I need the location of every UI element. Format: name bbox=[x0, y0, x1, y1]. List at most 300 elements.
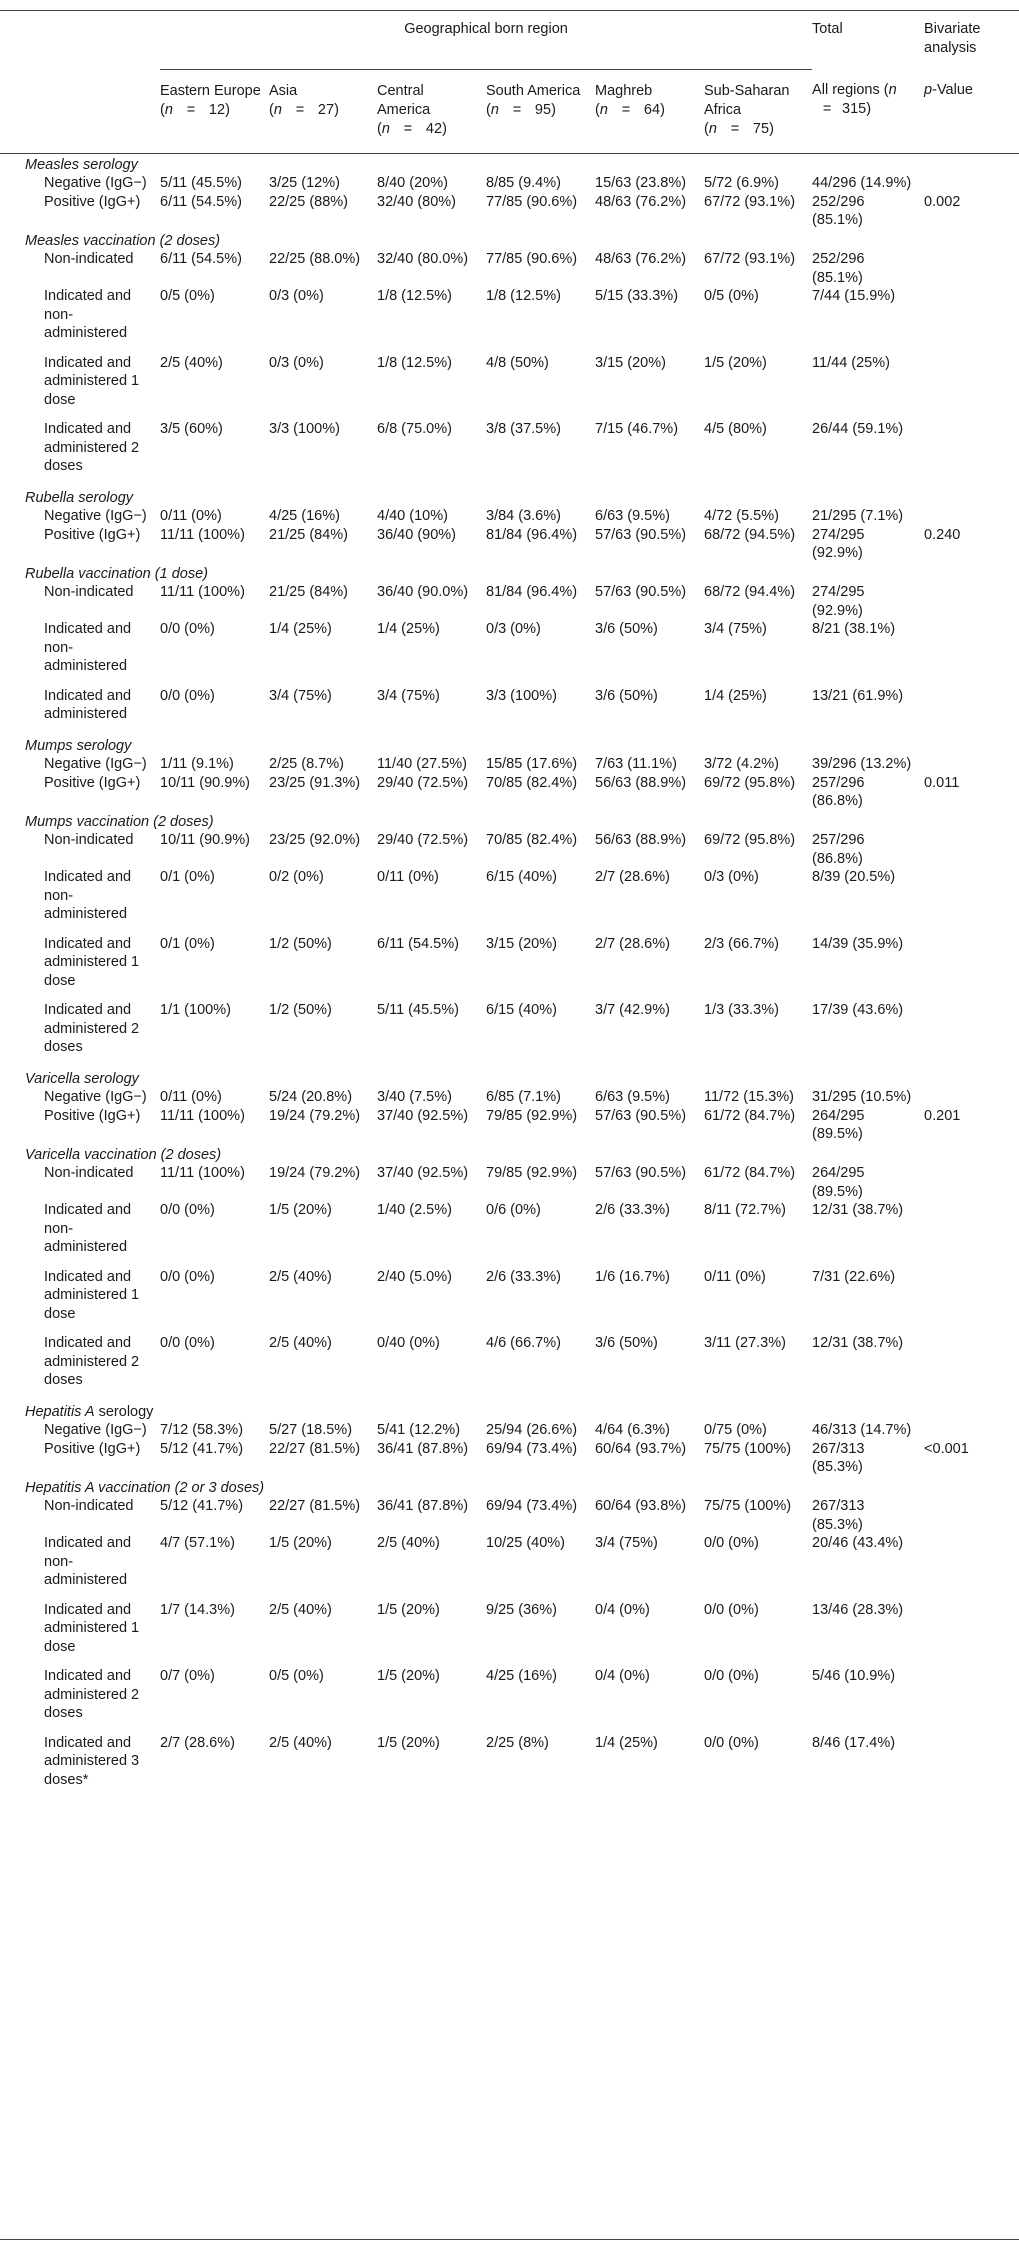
equals-sign: = bbox=[512, 101, 522, 118]
n-value: 42 bbox=[425, 120, 443, 137]
row-label: Negative (IgG−) bbox=[44, 1422, 147, 1438]
table-cell: 79/85 (92.9%) bbox=[486, 1165, 578, 1181]
table-cell: 0/0 (0%) bbox=[704, 1535, 759, 1551]
table-row bbox=[0, 774, 1019, 811]
total-cell: 252/296 (85.1%) bbox=[812, 193, 865, 228]
table-cell: 67/72 (93.1%) bbox=[704, 251, 796, 267]
table-cell: 0/75 (0%) bbox=[704, 1422, 767, 1438]
total-cell: 11/44 (25%) bbox=[812, 354, 890, 371]
table-cell: 3/3 (100%) bbox=[269, 421, 340, 437]
table-cell: 0/40 (0%) bbox=[377, 1335, 440, 1351]
equals-sign: = bbox=[621, 101, 631, 118]
section-title bbox=[0, 487, 1019, 508]
table-cell: 0/5 (0%) bbox=[704, 288, 759, 304]
table-cell: 37/40 (92.5%) bbox=[377, 1107, 469, 1124]
table-cell: 68/72 (94.4%) bbox=[704, 584, 796, 600]
table-cell: 0/11 (0%) bbox=[160, 1089, 222, 1105]
section-title-italic: Rubella vaccination (1 dose) bbox=[25, 565, 208, 582]
table-cell: 3/3 (100%) bbox=[486, 687, 557, 704]
table-cell: 75/75 (100%) bbox=[704, 1498, 792, 1514]
total-cell: 31/295 (10.5%) bbox=[812, 1089, 912, 1105]
table-cell: 23/25 (92.0%) bbox=[269, 832, 361, 848]
table-cell: 11/11 (100%) bbox=[160, 1107, 245, 1124]
table-cell: 15/63 (23.8%) bbox=[595, 175, 687, 191]
n-label: n bbox=[888, 82, 897, 98]
table-row bbox=[0, 620, 1019, 687]
table-row bbox=[0, 1268, 1019, 1335]
section-header-row bbox=[0, 230, 1019, 251]
total-cell: 274/295 (92.9%) bbox=[812, 584, 865, 619]
table-cell: 5/72 (6.9%) bbox=[704, 175, 779, 191]
table-bottom-rule bbox=[0, 2239, 1019, 2240]
section-title bbox=[0, 1068, 1019, 1089]
section-title bbox=[0, 563, 1019, 584]
table-cell: 4/40 (10%) bbox=[377, 508, 448, 524]
region-column-header bbox=[269, 69, 377, 153]
row-label: Negative (IgG−) bbox=[44, 756, 147, 772]
bivariate-header: Bivariate analysis bbox=[924, 21, 981, 56]
table-cell: 69/94 (73.4%) bbox=[486, 1440, 578, 1457]
table-cell: 1/4 (25%) bbox=[269, 621, 332, 637]
section-header-row bbox=[0, 563, 1019, 584]
table-cell: 3/6 (50%) bbox=[595, 687, 658, 704]
region-name: Maghreb bbox=[595, 82, 653, 99]
total-column-header bbox=[812, 69, 924, 153]
table-cell: 4/25 (16%) bbox=[486, 1668, 557, 1684]
pvalue-cell: 0.201 bbox=[924, 1107, 961, 1124]
section-header-row bbox=[0, 1401, 1019, 1422]
table-row bbox=[0, 1001, 1019, 1068]
table-cell: 1/5 (20%) bbox=[377, 1668, 440, 1684]
table-row bbox=[0, 935, 1019, 1002]
table-cell: 0/2 (0%) bbox=[269, 869, 324, 885]
table-cell: 1/40 (2.5%) bbox=[377, 1202, 452, 1218]
table-cell: 6/11 (54.5%) bbox=[160, 193, 242, 210]
table-cell: 8/40 (20%) bbox=[377, 175, 448, 191]
pvalue-column-header bbox=[924, 69, 1019, 153]
row-label: Non-indicated bbox=[44, 1165, 134, 1181]
table-row bbox=[0, 1667, 1019, 1734]
section-title-italic: Rubella serology bbox=[25, 489, 134, 506]
table-cell: 2/5 (40%) bbox=[269, 1335, 332, 1351]
table-cell: 57/63 (90.5%) bbox=[595, 526, 687, 543]
equals-sign: = bbox=[730, 120, 740, 137]
section-header-row bbox=[0, 1068, 1019, 1089]
table-cell: 0/3 (0%) bbox=[269, 354, 324, 371]
region-n: (n = 42) bbox=[377, 120, 447, 137]
table-cell: 48/63 (76.2%) bbox=[595, 193, 687, 210]
table-cell: 81/84 (96.4%) bbox=[486, 584, 578, 600]
total-cell: 12/31 (38.7%) bbox=[812, 1202, 904, 1218]
table-cell: 5/12 (41.7%) bbox=[160, 1440, 244, 1457]
total-cell: 8/46 (17.4%) bbox=[812, 1734, 896, 1751]
table-row bbox=[0, 1601, 1019, 1668]
table-row bbox=[0, 1334, 1019, 1401]
equals-sign: = bbox=[295, 101, 305, 118]
region-column-header bbox=[160, 69, 269, 153]
row-label: Indicated and administered 3 doses* bbox=[44, 1734, 140, 1788]
equals-sign: = bbox=[403, 120, 413, 137]
table-cell: 2/5 (40%) bbox=[269, 1601, 332, 1618]
table-cell: 11/11 (100%) bbox=[160, 526, 245, 543]
pvalue-cell: <0.001 bbox=[924, 1440, 969, 1457]
table-cell: 70/85 (82.4%) bbox=[486, 832, 578, 848]
table-row bbox=[0, 287, 1019, 354]
table-cell: 1/4 (25%) bbox=[595, 1734, 658, 1751]
n-label: n bbox=[599, 101, 608, 118]
table-row bbox=[0, 1734, 1019, 1801]
table-row bbox=[0, 507, 1019, 526]
n-label: n bbox=[273, 101, 282, 118]
table-cell: 6/15 (40%) bbox=[486, 869, 557, 885]
header-corner bbox=[0, 10, 160, 69]
table-cell: 36/40 (90.0%) bbox=[377, 584, 469, 600]
total-cell: 264/295 (89.5%) bbox=[812, 1107, 865, 1142]
table-cell: 36/41 (87.8%) bbox=[377, 1498, 469, 1514]
table-row bbox=[0, 174, 1019, 193]
row-label: Negative (IgG−) bbox=[44, 1089, 147, 1105]
section-header-row bbox=[0, 1477, 1019, 1498]
table-cell: 36/41 (87.8%) bbox=[377, 1440, 469, 1457]
table-cell: 0/11 (0%) bbox=[160, 508, 222, 524]
table-cell: 57/63 (90.5%) bbox=[595, 1107, 687, 1124]
table-cell: 6/15 (40%) bbox=[486, 1002, 557, 1018]
section-title bbox=[0, 735, 1019, 756]
section-title-italic: Mumps vaccination (2 doses) bbox=[25, 813, 214, 830]
region-column-header bbox=[377, 69, 486, 153]
total-cell: 8/39 (20.5%) bbox=[812, 869, 896, 885]
total-cell: 12/31 (38.7%) bbox=[812, 1335, 904, 1351]
p-rest: -Value bbox=[932, 82, 973, 98]
region-name: Sub-Saharan Africa bbox=[704, 82, 790, 118]
table-cell: 25/94 (26.6%) bbox=[486, 1422, 578, 1438]
row-label: Indicated and non-administered bbox=[44, 621, 132, 674]
section-header-row bbox=[0, 735, 1019, 756]
table-cell: 2/7 (28.6%) bbox=[160, 1734, 235, 1751]
table-cell: 0/0 (0%) bbox=[160, 687, 215, 704]
table-cell: 1/2 (50%) bbox=[269, 1002, 332, 1018]
table-cell: 3/72 (4.2%) bbox=[704, 756, 779, 772]
total-cell: 267/313 (85.3%) bbox=[812, 1440, 865, 1475]
table-row bbox=[0, 1201, 1019, 1268]
table-cell: 2/5 (40%) bbox=[269, 1268, 332, 1285]
row-label: Non-indicated bbox=[44, 584, 134, 600]
geographical-region-header: Geographical born region bbox=[160, 10, 812, 69]
table-row bbox=[0, 1421, 1019, 1440]
table-cell: 11/11 (100%) bbox=[160, 584, 245, 600]
total-cell: 264/295 (89.5%) bbox=[812, 1165, 865, 1200]
table-cell: 77/85 (90.6%) bbox=[486, 193, 578, 210]
table-cell: 68/72 (94.5%) bbox=[704, 526, 796, 543]
header-label-spacer bbox=[0, 69, 160, 153]
table-cell: 1/5 (20%) bbox=[377, 1734, 440, 1751]
table-cell: 5/41 (12.2%) bbox=[377, 1422, 461, 1438]
pvalue-cell bbox=[924, 831, 1019, 1068]
total-cell: 7/31 (22.6%) bbox=[812, 1268, 896, 1285]
section-title-italic: Varicella serology bbox=[25, 1070, 139, 1087]
row-label: Non-indicated bbox=[44, 832, 134, 848]
table-cell: 1/2 (50%) bbox=[269, 935, 332, 952]
table-cell: 1/3 (33.3%) bbox=[704, 1002, 779, 1018]
table-cell: 0/1 (0%) bbox=[160, 869, 215, 885]
table-cell: 22/25 (88.0%) bbox=[269, 251, 361, 267]
table-cell: 0/5 (0%) bbox=[160, 288, 215, 304]
total-cell: 14/39 (35.9%) bbox=[812, 935, 904, 952]
table-row bbox=[0, 1497, 1019, 1534]
table-cell: 3/7 (42.9%) bbox=[595, 1002, 670, 1018]
table-row bbox=[0, 755, 1019, 774]
table-cell: 4/64 (6.3%) bbox=[595, 1422, 670, 1438]
table-cell: 10/11 (90.9%) bbox=[160, 774, 251, 791]
row-label: Indicated and non-administered bbox=[44, 869, 132, 922]
region-n: (n = 75) bbox=[704, 120, 774, 137]
region-n: (n = 12) bbox=[160, 101, 230, 118]
table-cell: 2/6 (33.3%) bbox=[595, 1202, 670, 1218]
table-cell: 2/6 (33.3%) bbox=[486, 1268, 561, 1285]
table-cell: 3/4 (75%) bbox=[595, 1535, 658, 1551]
table-cell: 57/63 (90.5%) bbox=[595, 584, 687, 600]
section-title bbox=[0, 1477, 1019, 1498]
n-label: n bbox=[164, 101, 173, 118]
table-cell: 7/63 (11.1%) bbox=[595, 756, 677, 772]
table-cell: 5/11 (45.5%) bbox=[160, 175, 242, 191]
table-cell: 77/85 (90.6%) bbox=[486, 251, 578, 267]
total-cell: 26/44 (59.1%) bbox=[812, 421, 904, 437]
table-cell: 1/1 (100%) bbox=[160, 1002, 231, 1018]
section-header-row bbox=[0, 811, 1019, 832]
table-cell: 10/11 (90.9%) bbox=[160, 832, 251, 848]
total-name: All regions bbox=[812, 82, 880, 98]
table-cell: 56/63 (88.9%) bbox=[595, 774, 687, 791]
table-cell: 11/40 (27.5%) bbox=[377, 756, 468, 772]
section-title-italic: Mumps serology bbox=[25, 737, 132, 754]
table-cell: 23/25 (91.3%) bbox=[269, 774, 361, 791]
table-cell: 29/40 (72.5%) bbox=[377, 832, 469, 848]
table-cell: 7/12 (58.3%) bbox=[160, 1422, 244, 1438]
table-cell: 0/0 (0%) bbox=[160, 1268, 215, 1285]
table-cell: 36/40 (90%) bbox=[377, 526, 456, 543]
table-cell: 70/85 (82.4%) bbox=[486, 774, 578, 791]
n-value: 27 bbox=[317, 101, 335, 118]
table-cell: 6/63 (9.5%) bbox=[595, 1089, 670, 1105]
table-cell: 2/3 (66.7%) bbox=[704, 935, 779, 952]
section-title-italic: Hepatitis A bbox=[25, 1403, 95, 1420]
row-label: Indicated and administered bbox=[44, 687, 132, 722]
section-header-row bbox=[0, 153, 1019, 174]
section-title bbox=[0, 1144, 1019, 1165]
table-cell: 1/7 (14.3%) bbox=[160, 1601, 235, 1618]
n-value: 64 bbox=[643, 101, 661, 118]
pvalue-cell: 0.240 bbox=[924, 526, 961, 543]
table-cell: 3/15 (20%) bbox=[595, 354, 666, 371]
table-row bbox=[0, 354, 1019, 421]
pvalue-cell bbox=[924, 583, 1019, 735]
table-cell: 48/63 (76.2%) bbox=[595, 251, 687, 267]
table-cell: 1/5 (20%) bbox=[269, 1535, 332, 1551]
n-value: 12 bbox=[208, 101, 226, 118]
table-cell: 19/24 (79.2%) bbox=[269, 1107, 361, 1124]
table-cell: 6/63 (9.5%) bbox=[595, 508, 670, 524]
table-cell: 9/25 (36%) bbox=[486, 1601, 557, 1618]
row-label: Positive (IgG+) bbox=[44, 526, 141, 543]
total-cell: 257/296 (86.8%) bbox=[812, 832, 865, 867]
n-label: n bbox=[708, 120, 717, 137]
total-cell: 5/46 (10.9%) bbox=[812, 1668, 896, 1684]
row-label: Indicated and administered 2 doses bbox=[44, 1668, 140, 1721]
row-label: Indicated and administered 1 dose bbox=[44, 1601, 140, 1655]
table-cell: 0/5 (0%) bbox=[269, 1668, 324, 1684]
region-column-header bbox=[595, 69, 704, 153]
table-cell: 10/25 (40%) bbox=[486, 1535, 565, 1551]
section-title-rest: serology bbox=[94, 1403, 154, 1420]
table-cell: 60/64 (93.8%) bbox=[595, 1498, 687, 1514]
region-n: (n = 27) bbox=[269, 101, 339, 118]
table-row bbox=[0, 868, 1019, 935]
table-cell: 0/11 (0%) bbox=[704, 1268, 766, 1285]
table-cell: 4/6 (66.7%) bbox=[486, 1335, 561, 1351]
row-label: Non-indicated bbox=[44, 251, 134, 267]
table-row bbox=[0, 1164, 1019, 1201]
table-cell: 3/4 (75%) bbox=[269, 687, 332, 704]
table-cell: 75/75 (100%) bbox=[704, 1440, 792, 1457]
table-cell: 7/15 (46.7%) bbox=[595, 421, 679, 437]
table-cell: 21/25 (84%) bbox=[269, 584, 348, 600]
total-cell: 267/313 (85.3%) bbox=[812, 1498, 865, 1533]
table-cell: 2/40 (5.0%) bbox=[377, 1268, 452, 1285]
table-row bbox=[0, 1440, 1019, 1477]
row-label: Positive (IgG+) bbox=[44, 774, 141, 791]
pvalue-cell bbox=[924, 250, 1019, 487]
table-cell: 1/5 (20%) bbox=[704, 354, 767, 371]
table-cell: 0/0 (0%) bbox=[160, 1335, 215, 1351]
table-cell: 1/8 (12.5%) bbox=[377, 354, 452, 371]
table-cell: 19/24 (79.2%) bbox=[269, 1165, 361, 1181]
table-cell: 56/63 (88.9%) bbox=[595, 832, 687, 848]
table-cell: 8/85 (9.4%) bbox=[486, 175, 561, 191]
row-label: Positive (IgG+) bbox=[44, 1107, 141, 1124]
table-row bbox=[0, 583, 1019, 620]
total-cell: 17/39 (43.6%) bbox=[812, 1002, 904, 1018]
table-cell: 1/5 (20%) bbox=[269, 1202, 332, 1218]
section-title-italic: Measles serology bbox=[25, 156, 138, 173]
n-value: 95 bbox=[534, 101, 552, 118]
section-title bbox=[0, 230, 1019, 251]
table-cell: 0/0 (0%) bbox=[160, 1202, 215, 1218]
table-cell: 67/72 (93.1%) bbox=[704, 193, 796, 210]
table-row bbox=[0, 193, 1019, 230]
table-cell: 0/4 (0%) bbox=[595, 1668, 650, 1684]
section-title bbox=[0, 153, 1019, 174]
row-label: Negative (IgG−) bbox=[44, 175, 147, 191]
total-cell: 274/295 (92.9%) bbox=[812, 526, 865, 561]
table-cell: 3/15 (20%) bbox=[486, 935, 557, 952]
table-cell: 3/84 (3.6%) bbox=[486, 508, 561, 524]
total-cell: 13/46 (28.3%) bbox=[812, 1601, 904, 1618]
table-cell: 0/11 (0%) bbox=[377, 869, 439, 885]
pvalue-cell bbox=[924, 1497, 1019, 1800]
table-cell: 0/0 (0%) bbox=[704, 1668, 759, 1684]
row-label: Indicated and administered 2 doses bbox=[44, 1002, 140, 1055]
table-cell: 22/27 (81.5%) bbox=[269, 1498, 361, 1514]
table-cell: 1/8 (12.5%) bbox=[377, 288, 452, 304]
row-label: Indicated and administered 1 dose bbox=[44, 935, 140, 989]
row-label: Indicated and non-administered bbox=[44, 288, 132, 341]
table-cell: 6/11 (54.5%) bbox=[377, 935, 459, 952]
table-cell: 79/85 (92.9%) bbox=[486, 1107, 578, 1124]
table-cell: 3/40 (7.5%) bbox=[377, 1089, 452, 1105]
table-cell: 0/1 (0%) bbox=[160, 935, 215, 952]
total-cell: 20/46 (43.4%) bbox=[812, 1535, 904, 1551]
row-label: Indicated and non-administered bbox=[44, 1535, 132, 1588]
table-cell: 1/5 (20%) bbox=[377, 1601, 440, 1618]
table-cell: 0/0 (0%) bbox=[704, 1734, 759, 1751]
table-cell: 60/64 (93.7%) bbox=[595, 1440, 687, 1457]
table-cell: 5/12 (41.7%) bbox=[160, 1498, 244, 1514]
region-name: Asia bbox=[269, 82, 298, 99]
table-cell: 2/25 (8%) bbox=[486, 1734, 549, 1751]
n-value: 75 bbox=[752, 120, 770, 137]
total-cell: 7/44 (15.9%) bbox=[812, 288, 896, 304]
table-cell: 3/8 (37.5%) bbox=[486, 421, 561, 437]
total-cell: 257/296 (86.8%) bbox=[812, 774, 865, 809]
table-cell: 69/72 (95.8%) bbox=[704, 832, 796, 848]
section-title bbox=[0, 1401, 1019, 1422]
table-row bbox=[0, 420, 1019, 487]
table-cell: 4/8 (50%) bbox=[486, 354, 549, 371]
table-cell: 3/4 (75%) bbox=[377, 687, 440, 704]
table-cell: 22/25 (88%) bbox=[269, 193, 348, 210]
table-cell: 5/11 (45.5%) bbox=[377, 1002, 459, 1018]
table-cell: 11/72 (15.3%) bbox=[704, 1089, 795, 1105]
table-cell: 1/4 (25%) bbox=[704, 687, 767, 704]
table-row bbox=[0, 1088, 1019, 1107]
table-cell: 1/6 (16.7%) bbox=[595, 1268, 670, 1285]
table-cell: 1/11 (9.1%) bbox=[160, 756, 234, 772]
region-column-header bbox=[486, 69, 595, 153]
table-cell: 1/4 (25%) bbox=[377, 621, 440, 637]
region-n: (n = 64) bbox=[595, 101, 665, 118]
table-cell: 11/11 (100%) bbox=[160, 1165, 245, 1181]
table-cell: 5/24 (20.8%) bbox=[269, 1089, 353, 1105]
table-row bbox=[0, 687, 1019, 735]
section-header-row bbox=[0, 1144, 1019, 1165]
table-cell: 0/3 (0%) bbox=[269, 288, 324, 304]
table-cell: 5/15 (33.3%) bbox=[595, 288, 679, 304]
row-label: Indicated and non-administered bbox=[44, 1202, 132, 1255]
total-cell: 44/296 (14.9%) bbox=[812, 175, 912, 191]
table-row bbox=[0, 1534, 1019, 1601]
table-cell: 4/25 (16%) bbox=[269, 508, 340, 524]
table-cell: 3/6 (50%) bbox=[595, 1335, 658, 1351]
table-row bbox=[0, 1107, 1019, 1144]
table-cell: 2/7 (28.6%) bbox=[595, 869, 670, 885]
table-cell: 3/6 (50%) bbox=[595, 621, 658, 637]
table-cell: 0/7 (0%) bbox=[160, 1668, 215, 1684]
table-cell: 4/5 (80%) bbox=[704, 421, 767, 437]
table-cell: 3/5 (60%) bbox=[160, 421, 223, 437]
region-column-header bbox=[704, 69, 812, 153]
table-cell: 4/7 (57.1%) bbox=[160, 1535, 235, 1551]
table-cell: 5/27 (18.5%) bbox=[269, 1422, 353, 1438]
section-title-italic: Varicella vaccination (2 doses) bbox=[25, 1146, 222, 1163]
table-cell: 15/85 (17.6%) bbox=[486, 756, 578, 772]
table-cell: 2/25 (8.7%) bbox=[269, 756, 344, 772]
table-cell: 32/40 (80.0%) bbox=[377, 251, 469, 267]
n-value: 315 bbox=[842, 101, 867, 117]
table-cell: 0/6 (0%) bbox=[486, 1202, 541, 1218]
table-cell: 2/7 (28.6%) bbox=[595, 935, 670, 952]
pvalue-cell: 0.011 bbox=[924, 774, 960, 791]
